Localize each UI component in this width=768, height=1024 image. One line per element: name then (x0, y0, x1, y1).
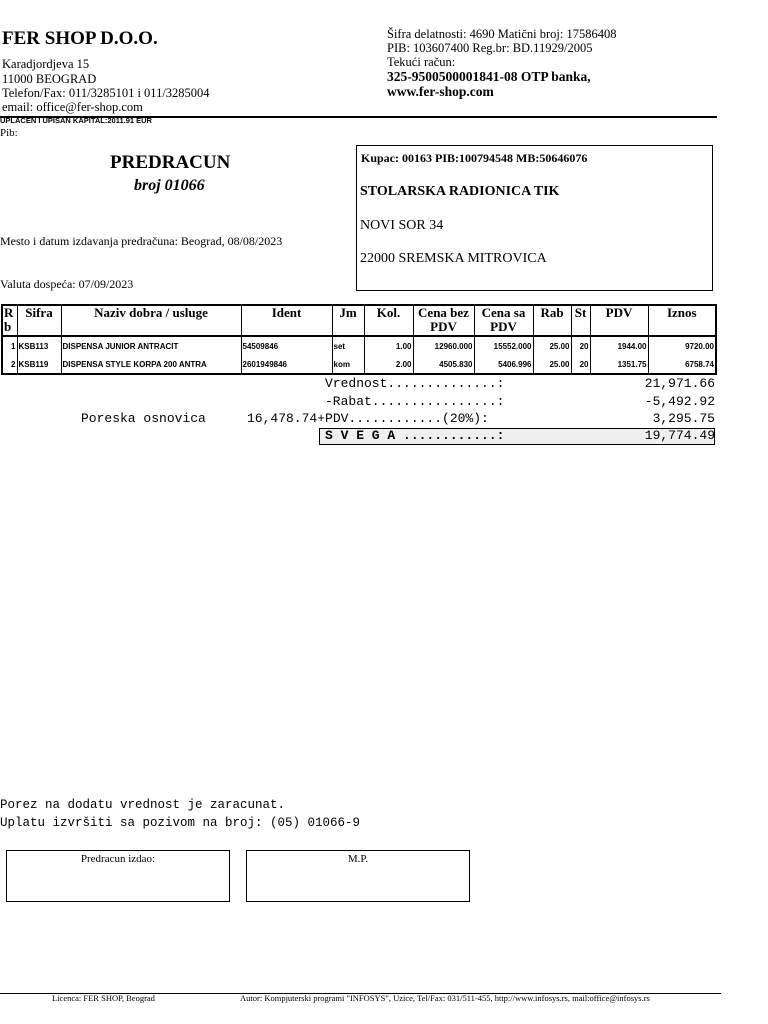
stamp-box (246, 850, 470, 902)
pib-label: Pib: (0, 127, 18, 139)
capital-note: UPLACEN I UPISAN KAPITAL:2011.91 EUR (0, 116, 152, 125)
col-pdv: PDV (590, 305, 648, 336)
cell-kol: 2.00 (364, 355, 413, 374)
poreska-osnovica-value: 16,478.74+PDV............(20%): (247, 411, 489, 426)
cell-cena-bez: 4505.830 (413, 355, 474, 374)
col-ident: Ident (241, 305, 332, 336)
pdv-value: 3,295.75 (652, 411, 715, 426)
cell-kol: 1.00 (364, 336, 413, 355)
place-date: Mesto i datum izdavanja predračuna: Beograd, 08/08/2023 (0, 234, 283, 248)
cell-rab: 25.00 (533, 355, 571, 374)
company-street: Karadjordjeva 15 (2, 57, 90, 71)
payment-reference: Uplatu izvršiti sa pozivom na broj: (05) 01066-9 (0, 816, 361, 830)
cell-cena-sa: 15552.000 (474, 336, 533, 355)
stamp-label: M.P. (347, 853, 369, 865)
buyer-city: 22000 SREMSKA MITROVICA (360, 251, 547, 266)
vrednost-label: Vrednost..............: (325, 376, 505, 391)
cell-cena-bez: 12960.000 (413, 336, 474, 355)
cell-rab: 25.00 (533, 336, 571, 355)
cell-jm: kom (332, 355, 364, 374)
cell-jm: set (332, 336, 364, 355)
cell-rb: 2 (2, 355, 17, 374)
vrednost-value: 21,971.66 (644, 376, 715, 391)
col-jm: Jm (332, 305, 364, 336)
table-row (2, 336, 716, 355)
company-phone: Telefon/Fax: 011/3285101 i 011/3285004 (2, 86, 210, 100)
col-st: St (571, 305, 590, 336)
cell-st: 20 (571, 355, 590, 374)
col-rab: Rab (533, 305, 571, 336)
col-rb: R b (2, 305, 17, 336)
col-iznos: Iznos (648, 305, 716, 336)
col-naziv: Naziv dobra / usluge (61, 305, 241, 336)
table-header-row (2, 305, 716, 336)
cell-st: 20 (571, 336, 590, 355)
col-kol: Kol. (364, 305, 413, 336)
company-city: 11000 BEOGRAD (2, 72, 97, 86)
col-sifra: Sifra (17, 305, 61, 336)
col-cena-sa: Cena sa PDV (474, 305, 533, 336)
svega-value: 19,774.49 (644, 428, 715, 443)
account-label: Tekući račun: (387, 55, 456, 69)
rabat-value: -5,492.92 (644, 394, 715, 409)
cell-ident: 54509846 (241, 336, 332, 355)
company-pib: PIB: 103607400 Reg.br: BD.11929/2005 (387, 41, 593, 55)
cell-naziv: DISPENSA STYLE KORPA 200 ANTRA (61, 355, 241, 374)
issued-by-box (6, 850, 230, 902)
author-text: Autor: Kompjuterski programi "INFOSYS", Uzice, Tel/Fax: 031/511-455, http://www.infosys.rs, mail:office@infosys.rs (240, 993, 650, 1003)
company-activity: Šifra delatnosti: 4690 Matični broj: 17586408 (387, 27, 617, 41)
cell-ident: 2601949846 (241, 355, 332, 374)
cell-naziv: DISPENSA JUNIOR ANTRACIT (61, 336, 241, 355)
cell-sifra: KSB119 (17, 355, 61, 374)
company-name: FER SHOP D.O.O. (2, 28, 158, 49)
buyer-name: STOLARSKA RADIONICA TIK (360, 184, 560, 199)
company-email: email: office@fer-shop.com (2, 100, 143, 114)
cell-rb: 1 (2, 336, 17, 355)
buyer-box (356, 145, 713, 291)
document-title: PREDRACUN (110, 152, 231, 173)
due-date: Valuta dospeća: 07/09/2023 (0, 277, 134, 291)
rabat-label: -Rabat................: (325, 394, 505, 409)
poreska-osnovica-label: Poreska osnovica (81, 411, 206, 426)
issued-by-label: Predracun izdao: (80, 853, 156, 865)
buyer-street: NOVI SOR 34 (360, 218, 444, 233)
cell-cena-sa: 5406.996 (474, 355, 533, 374)
col-cena-bez: Cena bez PDV (413, 305, 474, 336)
cell-pdv: 1944.00 (590, 336, 648, 355)
company-website: www.fer-shop.com (387, 84, 494, 99)
items-table (1, 304, 717, 375)
svega-label: S V E G A ............: (325, 428, 505, 443)
buyer-ids: Kupac: 00163 PIB:100794548 MB:50646076 (361, 151, 588, 165)
document-number: broj 01066 (134, 177, 205, 194)
cell-iznos: 6758.74 (648, 355, 716, 374)
table-row (2, 355, 716, 374)
cell-iznos: 9720.00 (648, 336, 716, 355)
cell-sifra: KSB113 (17, 336, 61, 355)
license-text: Licenca: FER SHOP, Beograd (52, 993, 155, 1003)
bank-account: 325-9500500001841-08 OTP banka, (387, 69, 591, 84)
cell-pdv: 1351.75 (590, 355, 648, 374)
vat-note: Porez na dodatu vrednost je zaracunat. (0, 798, 286, 812)
